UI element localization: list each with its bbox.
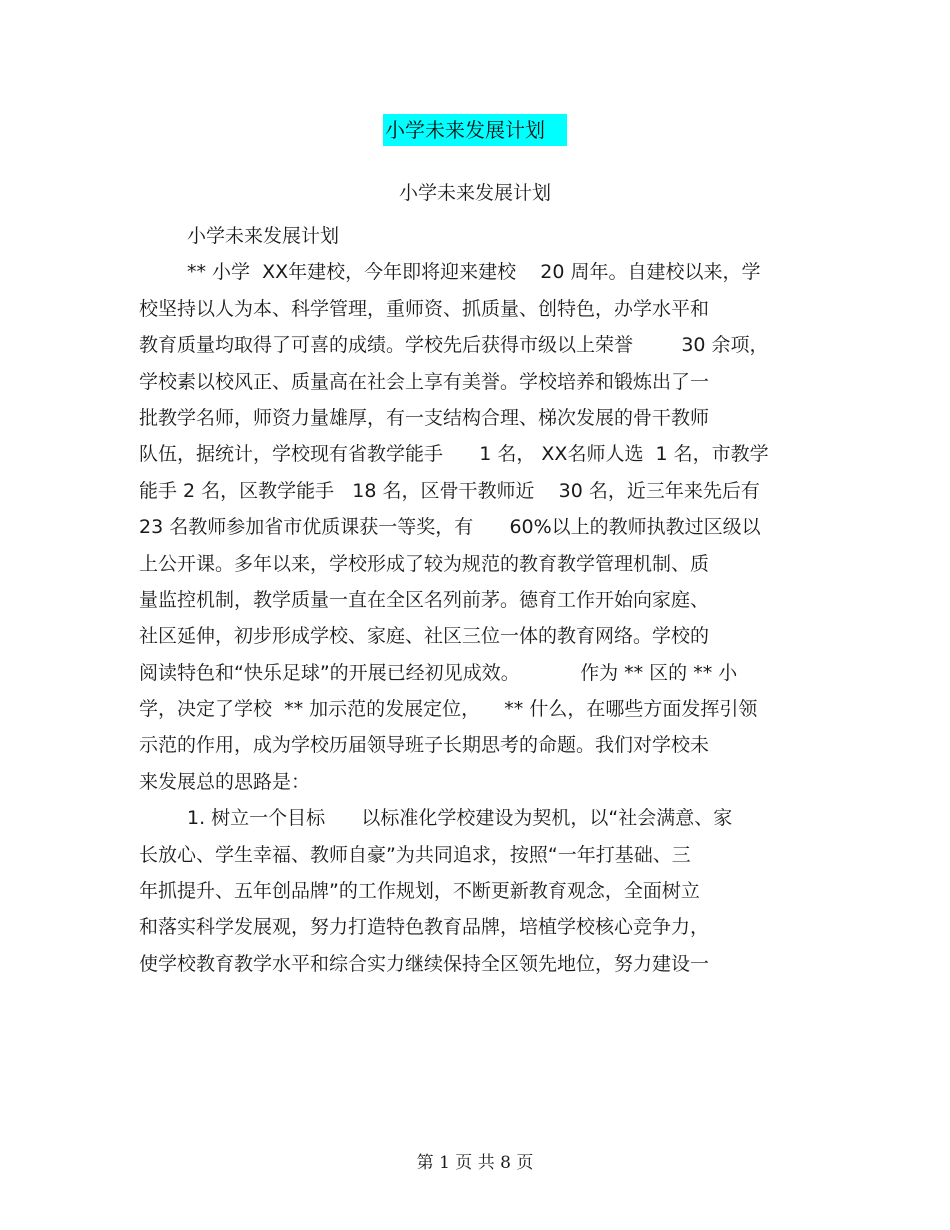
body-line: 教育质量均取得了可喜的成绩。学校先后获得市级以上荣誉 30 余项， bbox=[139, 334, 769, 357]
body-line: 学，决定了学校 ** 加示范的发展定位， ** 什么，在哪些方面发挥引领 bbox=[139, 698, 758, 721]
body-line: 来发展总的思路是： bbox=[139, 770, 311, 793]
body-line: 批教学名师，师资力量雄厚，有一支结构合理、梯次发展的骨干教师 bbox=[139, 406, 710, 429]
body-line: 队伍，据统计，学校现有省教学能手 1 名， XX名师人选 1 名，市教学 bbox=[139, 443, 769, 466]
body-line: ** 小学 XX年建校，今年即将迎来建校 20 周年。自建校以来，学 bbox=[187, 261, 761, 284]
body-line: 上公开课。多年以来，学校形成了较为规范的教育教学管理机制、质 bbox=[139, 552, 710, 575]
body-line: 小学未来发展计划 bbox=[187, 225, 340, 247]
body-line: 和落实科学发展观，努力打造特色教育品牌，培植学校核心竞争力， bbox=[139, 916, 710, 939]
document-subtitle: 小学未来发展计划 bbox=[398, 182, 551, 204]
page-footer: 第 1 页 共 8 页 bbox=[416, 1153, 534, 1173]
body-line: 使学校教育教学水平和综合实力继续保持全区领先地位，努力建设一 bbox=[139, 952, 710, 975]
document-body bbox=[139, 218, 799, 982]
body-line: 长放心、学生幸福、教师自豪”为共同追求，按照“一年打基础、三 bbox=[139, 843, 691, 866]
body-line: 学校素以校风正、质量高在社会上享有美誉。学校培养和锻炼出了一 bbox=[139, 370, 710, 393]
body-line: 能手 2 名，区教学能手 18 名，区骨干教师近 30 名，近三年来先后有 bbox=[139, 479, 760, 502]
body-line: 1. 树立一个目标 以标准化学校建设为契机，以“社会满意、家 bbox=[187, 807, 733, 830]
title-container bbox=[0, 114, 950, 146]
body-line: 量监控机制，教学质量一直在全区名列前茅。德育工作开始向家庭、 bbox=[139, 588, 710, 611]
body-line: 示范的作用，成为学校历届领导班子长期思考的命题。我们对学校未 bbox=[139, 734, 710, 757]
body-line: 校坚持以人为本、科学管理，重师资、抓质量、创特色，办学水平和 bbox=[139, 297, 710, 320]
body-line: 社区延伸，初步形成学校、家庭、社区三位一体的教育网络。学校的 bbox=[139, 625, 710, 648]
body-line: 23 名教师参加省市优质课获一等奖，有 60%以上的教师执教过区级以 bbox=[139, 516, 761, 539]
body-line: 年抓提升、五年创品牌”的工作规划，不断更新教育观念，全面树立 bbox=[139, 880, 700, 903]
body-line: 阅读特色和“快乐足球”的开展已经初见成效。 作为 ** 区的 ** 小 bbox=[139, 661, 738, 684]
document-title: 小学未来发展计划 bbox=[383, 114, 567, 146]
